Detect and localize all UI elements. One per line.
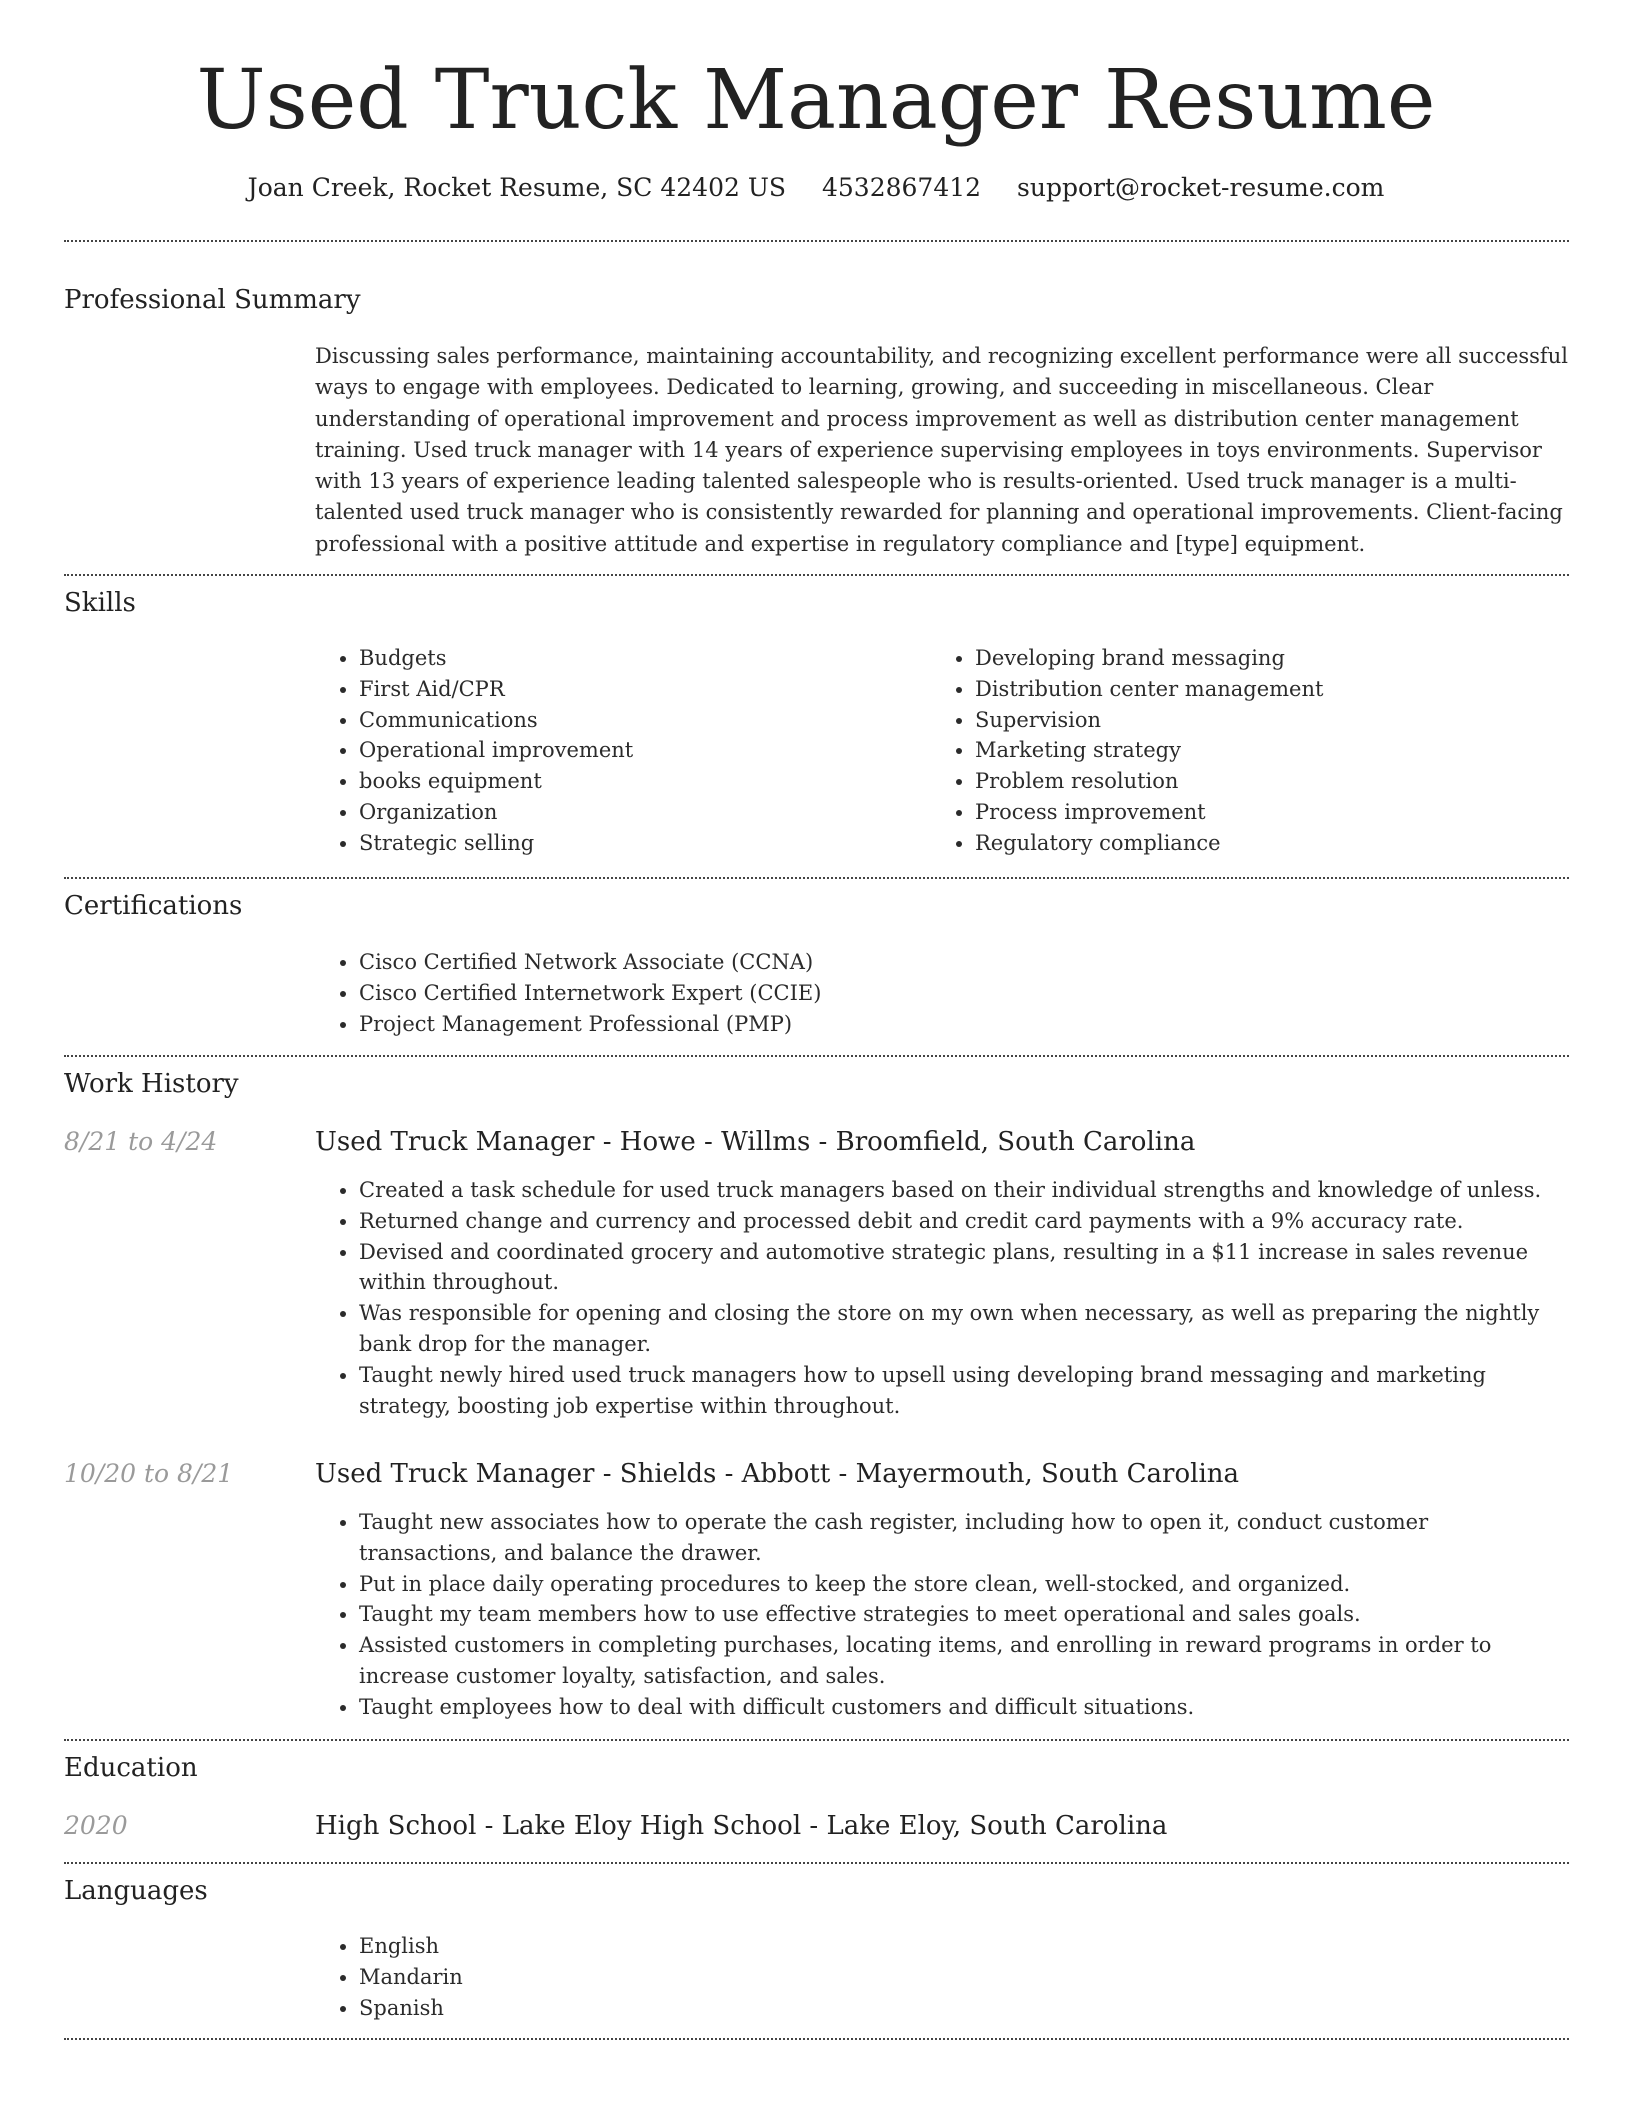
- section-divider: [64, 1055, 1569, 1057]
- list-item: • Process improvement: [975, 797, 1575, 828]
- job-title: Used Truck Manager - Shields - Abbott - Mayermouth, South Carolina: [315, 1459, 1240, 1489]
- section-divider: [64, 2038, 1569, 2040]
- list-item: • Regulatory compliance: [975, 828, 1575, 859]
- list-item: • Strategic selling: [359, 828, 919, 859]
- list-item: • Project Management Professional (PMP): [359, 1009, 1559, 1040]
- resume-title: Used Truck Manager Resume: [196, 53, 1436, 148]
- list-item: • Taught employees how to deal with difficult customers and difficult situations.: [359, 1692, 1570, 1723]
- list-item: • Devised and coordinated grocery and automotive strategic plans, resulting in a $11 increase in sales revenue within throughout.: [359, 1237, 1570, 1299]
- list-item: • Put in place daily operating procedures to keep the store clean, well-stocked, and organized.: [359, 1569, 1570, 1600]
- list-item: • Was responsible for opening and closing the store on my own when necessary, as well as preparing the nightly bank drop for the manager.: [359, 1298, 1570, 1360]
- list-item: • Marketing strategy: [975, 735, 1575, 766]
- list-item: • Spanish: [359, 1993, 959, 2024]
- list-item: • Developing brand messaging: [975, 643, 1575, 674]
- list-item: • Created a task schedule for used truck managers based on their individual strengths and knowledge of unless.: [359, 1175, 1570, 1206]
- section-divider: [64, 240, 1569, 242]
- summary-text: Discussing sales performance, maintaining accountability, and recognizing excellent performance were all successful ways to engage with employees. Dedicated to learning, growing, and succeeding in miscellaneous. Clear understanding of operational improvement and process improvement as well as distribution center management training. Used truck manager with 14 years of experience supervising employees in toys environments. Supervisor with 13 years of experience leading talented salespeople who is results-oriented. Used truck manager is a multi-talented used truck manager who is consistently rewarded for planning and operational improvements. Client-facing professional with a positive attitude and expertise in regulatory compliance and [type] equipment.: [315, 344, 1568, 556]
- list-item: • Budgets: [359, 643, 919, 674]
- list-item: • Taught my team members how to use effective strategies to meet operational and sales goals.: [359, 1599, 1570, 1630]
- skills-heading: Skills: [64, 588, 136, 618]
- job-title: Used Truck Manager - Howe - Willms - Broomfield, South Carolina: [315, 1127, 1196, 1157]
- list-item: • Taught newly hired used truck managers how to upsell using developing brand messaging and marketing strategy, boosting job expertise within throughout.: [359, 1360, 1570, 1422]
- job-dates: 10/20 to 8/21: [64, 1459, 234, 1488]
- education-year: 2020: [64, 1811, 128, 1840]
- contact-phone: 4532867412: [822, 173, 982, 202]
- list-item: • Distribution center management: [975, 674, 1575, 705]
- list-item: • Cisco Certified Network Associate (CCNA): [359, 947, 1559, 978]
- job-bullets: [315, 1507, 1570, 1723]
- list-item: • Problem resolution: [975, 766, 1575, 797]
- section-divider: [64, 877, 1569, 879]
- languages-list: [315, 1931, 959, 2023]
- list-item: • Returned change and currency and processed debit and credit card payments with a 9% accuracy rate.: [359, 1206, 1570, 1237]
- education-entry: High School - Lake Eloy High School - Lake Eloy, South Carolina: [315, 1811, 1168, 1841]
- section-divider: [64, 1862, 1569, 1864]
- certifications-list: [315, 947, 1559, 1039]
- job-bullets: [315, 1175, 1570, 1421]
- summary-heading: Professional Summary: [64, 285, 361, 315]
- list-item: • Cisco Certified Internetwork Expert (CCIE): [359, 978, 1559, 1009]
- skills-list-right: [931, 643, 1575, 859]
- job-dates: 8/21 to 4/24: [64, 1127, 218, 1156]
- list-item: • English: [359, 1931, 959, 1962]
- contact-email: support@rocket-resume.com: [1017, 173, 1385, 202]
- list-item: • Operational improvement: [359, 735, 919, 766]
- list-item: • Organization: [359, 797, 919, 828]
- list-item: • Mandarin: [359, 1962, 959, 1993]
- section-divider: [64, 574, 1569, 576]
- list-item: • First Aid/CPR: [359, 674, 919, 705]
- list-item: • Taught new associates how to operate the cash register, including how to open it, conduct customer transactions, and balance the drawer.: [359, 1507, 1570, 1569]
- list-item: • Assisted customers in completing purchases, locating items, and enrolling in reward programs in order to increase customer loyalty, satisfaction, and sales.: [359, 1630, 1570, 1692]
- list-item: • Supervision: [975, 705, 1575, 736]
- certifications-heading: Certifications: [64, 891, 243, 921]
- skills-list-left: [315, 643, 919, 859]
- list-item: • Communications: [359, 705, 919, 736]
- work-history-heading: Work History: [64, 1069, 239, 1099]
- education-heading: Education: [64, 1753, 198, 1783]
- contact-address: Joan Creek, Rocket Resume, SC 42402 US: [247, 173, 787, 202]
- contact-line: [0, 168, 1632, 208]
- section-divider: [64, 1739, 1569, 1741]
- list-item: • books equipment: [359, 766, 919, 797]
- languages-heading: Languages: [64, 1876, 208, 1906]
